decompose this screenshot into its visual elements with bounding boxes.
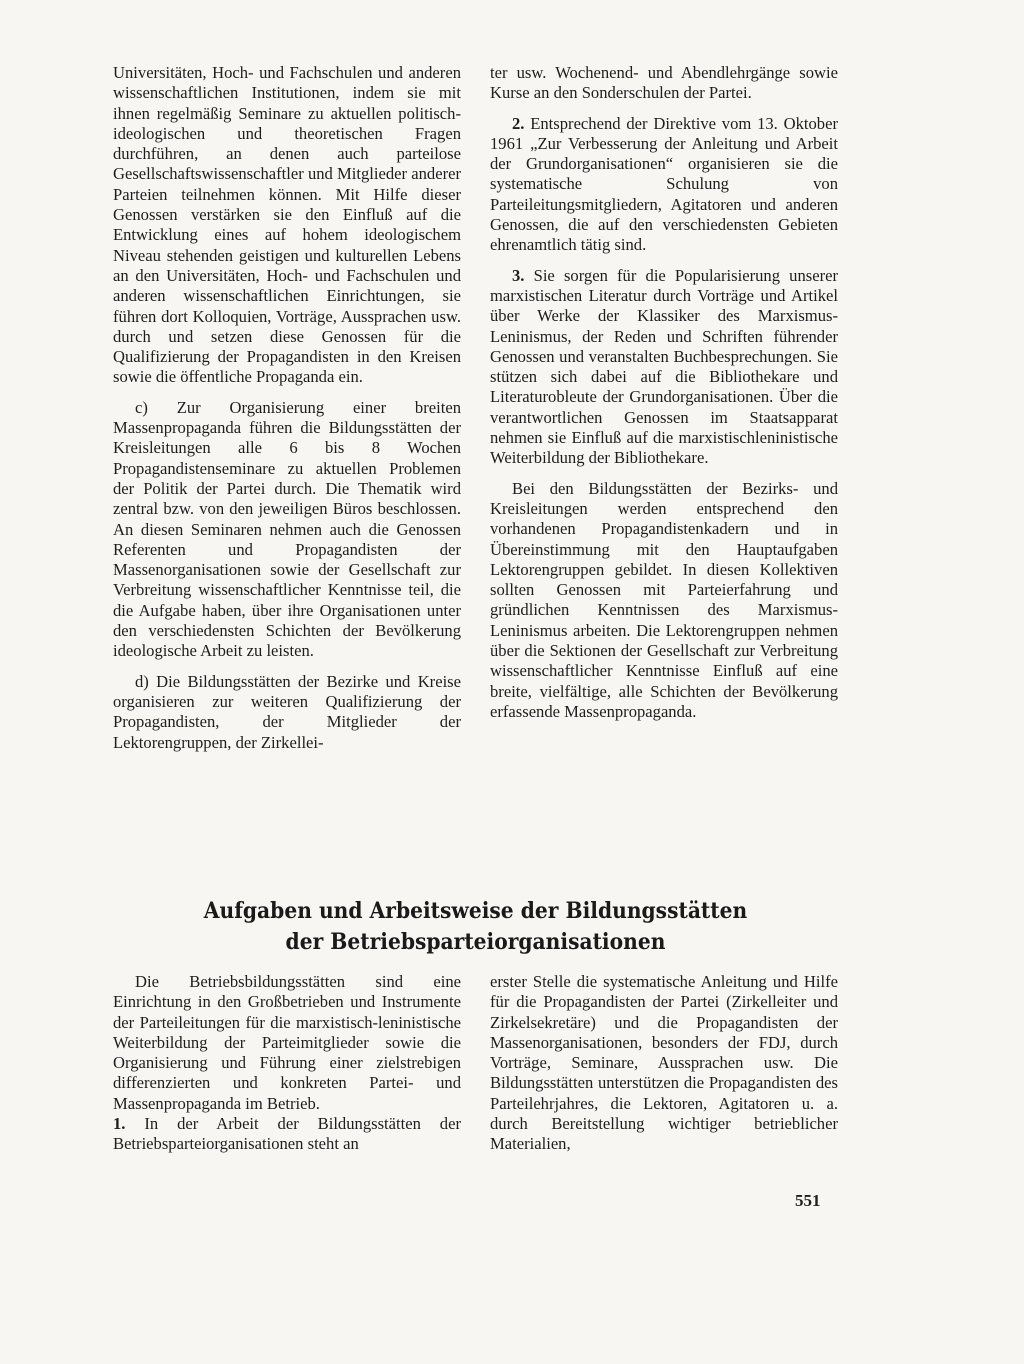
section-heading [142, 896, 809, 958]
paragraph-text: In der Arbeit der Bildungsstätten der Betriebsparteiorganisationen steht an [113, 1114, 461, 1154]
paragraph-1 [113, 1114, 461, 1155]
column-bottom-left [113, 972, 461, 1155]
paragraph-d: d) Die Bildungsstätten der Bezirke und Kreise organisieren zur weiteren Qualifizierung der Propagandisten, der Mitglieder der Lektorengruppen, der Zirkellei- [113, 671, 461, 752]
item-number: 3. [512, 265, 525, 285]
paragraph: erster Stelle die systematische Anleitung und Hilfe für die Propagandisten der Partei (Zirkelleiter und Zirkelsekretäre) und die Propagandisten der Massenorganisationen, besonders der FDJ, durch Vorträge, Seminare, Aussprachen usw. Die Bildungsstätten unterstützen die Propagandisten des Parteilehrjahres, die Lektoren, Agitatoren u. a. durch Bereitstellung wichtiger betrieblicher Materialien, [490, 972, 838, 1154]
paragraph: ter usw. Wochenend- und Abendlehrgänge sowie Kurse an den Sonderschulen der Partei. [490, 63, 838, 103]
column-top-right [490, 63, 838, 722]
heading-line-1: Aufgaben und Arbeitsweise der Bildungsstätten [203, 898, 748, 924]
paragraph: Die Betriebsbildungsstätten sind eine Einrichtung in den Großbetrieben und Instrumente der Parteileitungen für die marxistisch-leninistische Weiterbildung der Parteimitglieder sowie die Organisierung und Führung einer zielstrebigen differenzierten und konkreten Partei- und Massenpropaganda im Betrieb. [113, 972, 461, 1113]
paragraph-3 [490, 266, 838, 469]
paragraph-text: Sie sorgen für die Popularisierung unserer marxistischen Literatur durch Vorträge und Artikel über Werke der Klassiker des Marxismus-Leninismus, der Reden und Schriften führender Genossen und veranstalten Buchbesprechungen. Sie stützen sich dabei auf die Bibliothekare und Literaturobleute der Grundorganisationen. Über die verantwortlichen Genossen im Staatsapparat nehmen sie Einfluß auf die marxistischleninistische Weiterbildung der Bibliothekare. [490, 265, 838, 468]
page-number: 551 [795, 1191, 821, 1210]
heading-line-2: der Betriebsparteiorganisationen [285, 929, 666, 955]
paragraph-2 [490, 114, 838, 256]
item-number: 1. [113, 1114, 126, 1134]
paragraph: Bei den Bildungsstätten der Bezirks- und Kreisleitungen werden entsprechend den vorhandenen Propagandistenkadern und in Übereinstimmung mit den Hauptaufgaben Lektorengruppen gebildet. In diesen Kollektiven sollten Genossen mit Parteierfahrung und gründlichen Kenntnissen des Marxismus-Leninismus arbeiten. Die Lektorengruppen nehmen über die Sektionen der Gesellschaft zur Verbreitung wissenschaftlicher Kenntnisse Einfluß auf eine breite, vielfältige, alle Schichten der Bevölkerung erfassende Massenpropaganda. [490, 478, 838, 721]
paragraph: Universitäten, Hoch- und Fachschulen und anderen wissenschaftlichen Institutionen, indem sie mit ihnen regelmäßig Seminare zu aktuellen politisch-ideologischen und theoretischen Fragen durchführen, an denen auch parteilose Gesellschaftswissenschaftler und Mitglieder anderer Parteien teilnehmen können. Mit Hilfe dieser Genossen verstärken sie den Einfluß auf die Entwicklung eines auf hohem ideologischem Niveau stehenden geistigen und kulturellen Lebens an den Universitäten, Hoch- und Fachschulen und anderen wissenschaftlichen Einrichtungen, sie führen dort Kolloquien, Vorträge, Aussprachen usw. durch und setzen diese Genossen für die Qualifizierung der Propagandisten in den Kreisen sowie die öffentliche Propaganda ein. [113, 63, 461, 387]
paragraph-c: c) Zur Organisierung einer breiten Massenpropaganda führen die Bildungsstätten der Kreisleitungen alle 6 bis 8 Wochen Propagandistenseminare zu aktuellen Problemen der Politik der Partei durch. Die Thematik wird zentral bzw. von den jeweiligen Büros beschlossen. An diesen Seminaren nehmen auch die Genossen Referenten und Propagandisten der Massenorganisationen sowie der Gesellschaft zur Verbreitung wissenschaftlicher Kenntnisse teil, die die Aufgabe haben, über ihre Organisationen unter den verschiedensten Schichten der Bevölkerung ideologische Arbeit zu leisten. [113, 397, 461, 661]
column-top-left [113, 63, 461, 753]
paragraph-text: Entsprechend der Direktive vom 13. Oktober 1961 „Zur Verbesserung der Anleitung und Arbeit der Grundorganisationen“ organisieren sie die systematische Schulung von Parteileitungsmitgliedern, Agitatoren und anderen Genossen, die auf den verschiedensten Gebieten ehrenamtlich tätig sind. [490, 113, 838, 255]
column-bottom-right [490, 972, 838, 1155]
item-number: 2. [512, 113, 525, 133]
